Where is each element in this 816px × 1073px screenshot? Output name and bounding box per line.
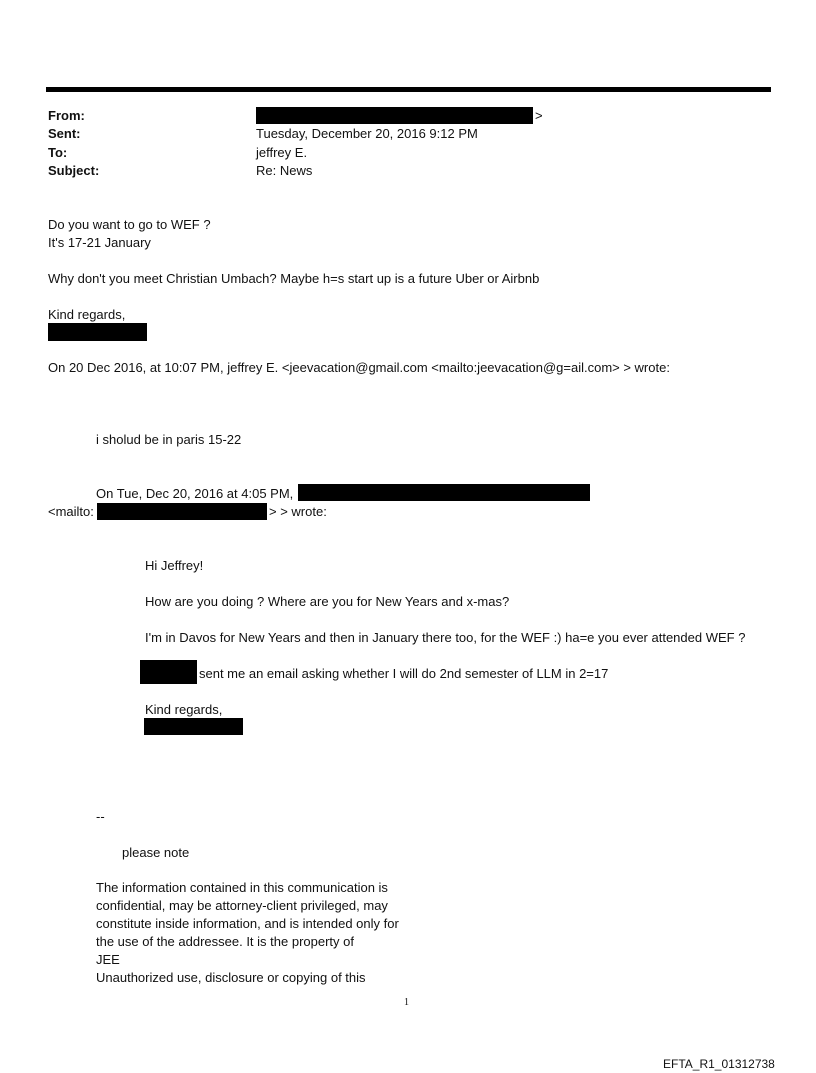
redacted-signature <box>48 323 147 341</box>
reply-paris: i sholud be in paris 15-22 <box>96 432 242 447</box>
body-line-umbach: Why don't you meet Christian Umbach? Maybe h=s start up is a future Uber or Airbnb <box>48 271 540 286</box>
sent-label: Sent: <box>48 126 81 141</box>
redacted-quote-sender <box>298 484 590 501</box>
header-rule <box>46 87 771 92</box>
redacted-name <box>140 660 197 684</box>
redacted-sender <box>256 107 533 124</box>
from-suffix: > <box>535 108 543 123</box>
regards-text-2: Kind regards, <box>145 702 223 717</box>
subject-label: Subject: <box>48 163 100 178</box>
quote-header: On 20 Dec 2016, at 10:07 PM, jeffrey E. <jeevacation@gmail.com <mailto:jeevacation@g=ail.com> > wrote: <box>48 360 670 375</box>
body-line-dates: It's 17-21 January <box>48 235 151 250</box>
greeting: Hi Jeffrey! <box>145 558 204 573</box>
redacted-mailto-address <box>97 503 267 520</box>
subject-value: Re: News <box>256 163 313 178</box>
disclaimer-line: constitute inside information, and is intended only for <box>96 916 399 931</box>
page-number: 1 <box>404 997 409 1008</box>
disclaimer-line: Unauthorized use, disclosure or copying of this <box>96 970 366 985</box>
from-label: From: <box>48 108 85 123</box>
body-line-email: sent me an email asking whether I will do 2nd semester of LLM in 2=17 <box>199 666 609 681</box>
body-line-davos: I'm in Davos for New Years and then in January there too, for the WEF :) ha=e you ever attended WEF ? <box>145 630 746 645</box>
regards-text: Kind regards, <box>48 307 126 322</box>
document-id: EFTA_R1_01312738 <box>663 1057 775 1071</box>
quote2-header: On Tue, Dec 20, 2016 at 4:05 PM, <box>96 486 294 501</box>
disclaimer-line: the use of the addressee. It is the property of <box>96 934 354 949</box>
body-line-how: How are you doing ? Where are you for New Years and x-mas? <box>145 594 510 609</box>
to-value: jeffrey E. <box>256 145 308 160</box>
quote2-mailto: <mailto: <box>48 504 94 519</box>
disclaimer-line: The information contained in this communication is <box>96 880 388 895</box>
redacted-signature-2 <box>144 718 243 735</box>
body-line-wef: Do you want to go to WEF ? <box>48 217 211 232</box>
to-label: To: <box>48 145 68 160</box>
disclaimer-line: confidential, may be attorney-client privileged, may <box>96 898 388 913</box>
sent-value: Tuesday, December 20, 2016 9:12 PM <box>256 126 478 141</box>
disclaimer-line: JEE <box>96 952 120 967</box>
signature-dashes: -- <box>96 809 105 824</box>
quote2-wrote: > > wrote: <box>269 504 327 519</box>
please-note: please note <box>122 845 190 860</box>
